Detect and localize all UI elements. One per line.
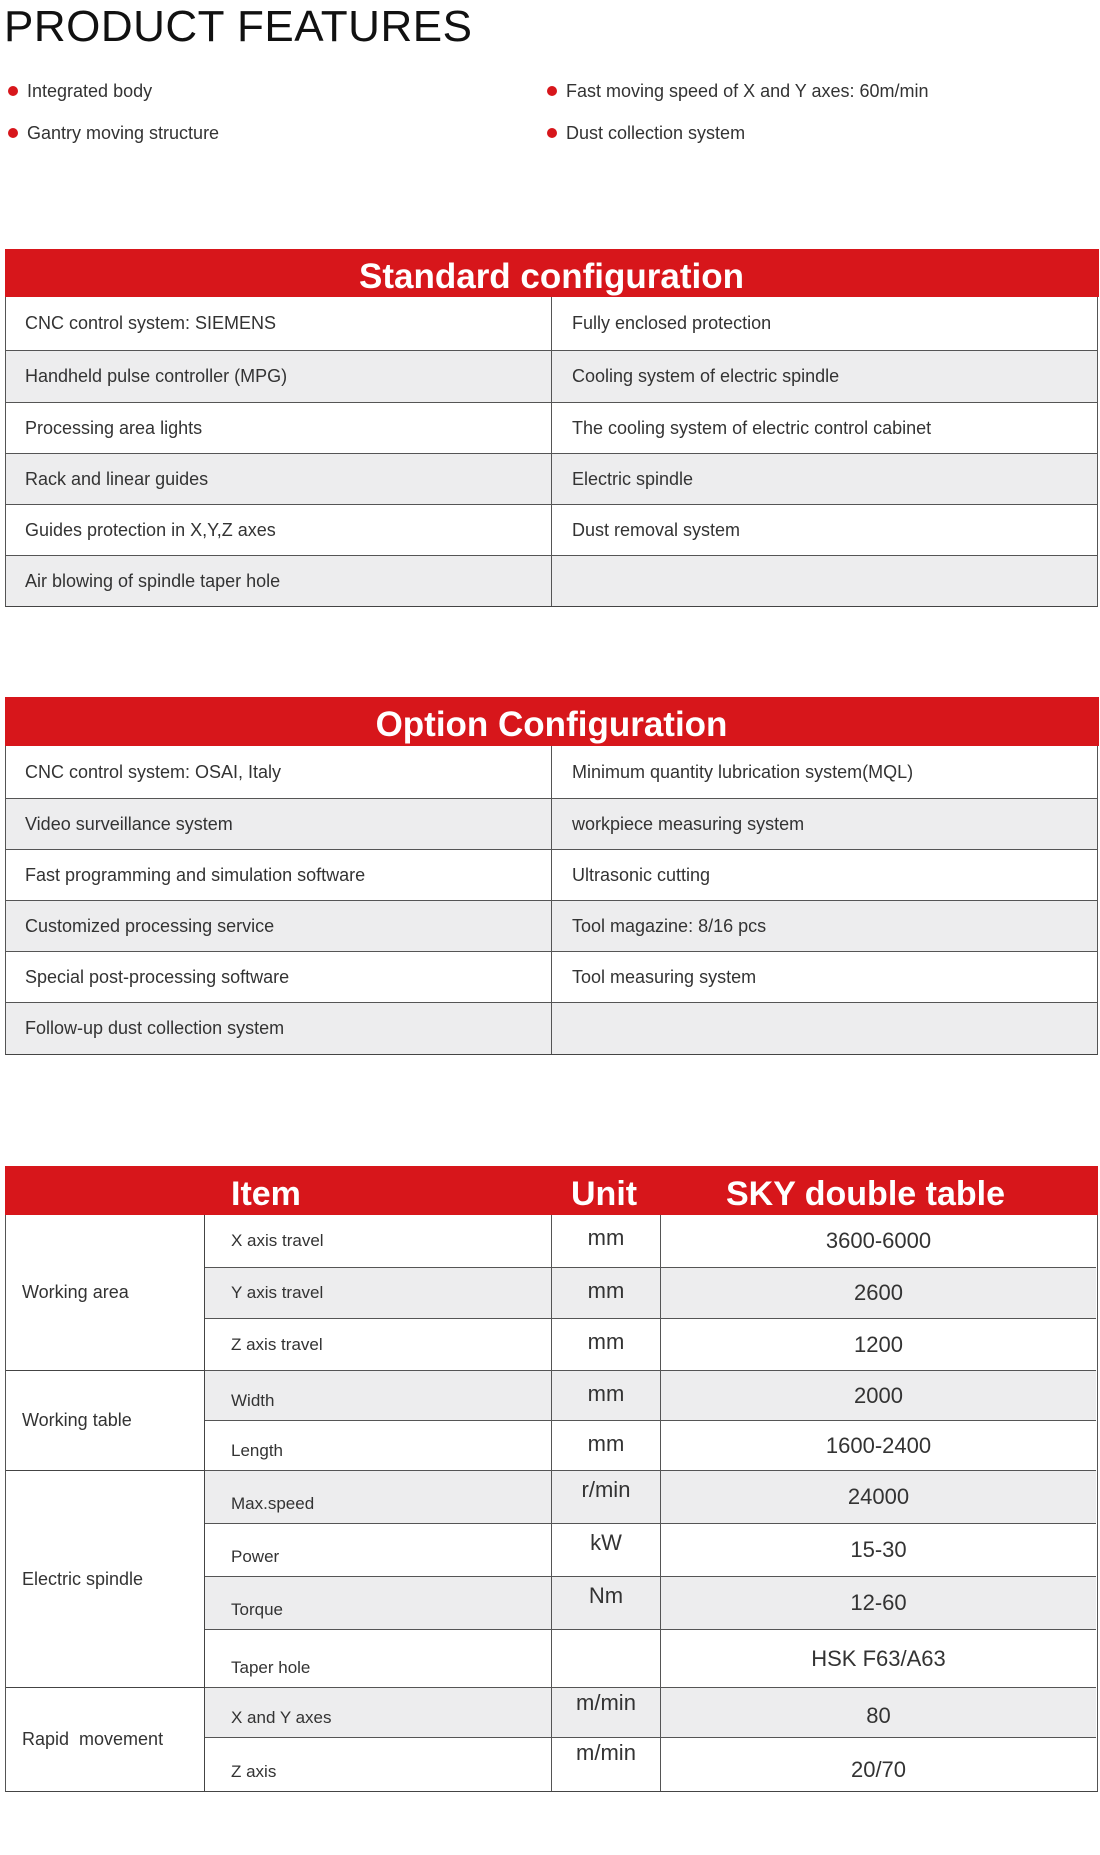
group-electric-spindle: Electric spindle [6, 1470, 205, 1687]
config-cell [552, 556, 1097, 606]
feature-item [566, 80, 929, 102]
group-working-area: Working area [6, 1215, 205, 1370]
page-title: PRODUCT FEATURES [4, 2, 473, 51]
config-cell: Fully enclosed protection [572, 313, 772, 333]
spec-unit [552, 1630, 661, 1687]
spec-value: 2600 [854, 1280, 903, 1305]
header-unit: Unit [571, 1175, 638, 1213]
config-cell: Follow-up dust collection system [6, 1003, 552, 1054]
config-cell: Customized processing service [6, 901, 552, 951]
spec-unit: mm [552, 1371, 661, 1420]
config-cell [552, 1003, 1097, 1054]
config-cell: CNC control system: SIEMENS [6, 297, 552, 350]
table-row [6, 555, 1097, 606]
config-cell: Rack and linear guides [6, 454, 552, 504]
spec-value: 1200 [854, 1331, 903, 1357]
spec-item: X and Y axes [205, 1688, 552, 1737]
config-cell: Dust removal system [572, 519, 741, 540]
spec-value: 2000 [854, 1382, 903, 1408]
table-row [6, 297, 1097, 350]
table-row [6, 849, 1097, 900]
config-cell: Processing area lights [6, 403, 552, 453]
standard-config-table [5, 249, 1098, 607]
feature-item [566, 122, 745, 144]
option-config-title: Option Configuration [5, 697, 1099, 746]
spec-item: Length [205, 1421, 552, 1470]
feature-text: Fast moving speed of X and Y axes: 60m/min [566, 81, 929, 101]
spec-unit: m/min [552, 1688, 661, 1737]
table-row [205, 1470, 1096, 1523]
group-rapid-movement: Rapid movement [6, 1687, 205, 1791]
spec-unit: Nm [552, 1577, 661, 1629]
config-cell: Air blowing of spindle taper hole [6, 556, 552, 606]
spec-item: Taper hole [205, 1630, 552, 1687]
table-row [205, 1737, 1096, 1791]
spec-unit: r/min [552, 1471, 661, 1523]
config-cell: CNC control system: OSAI, Italy [6, 746, 552, 798]
config-cell: Ultrasonic cutting [572, 864, 711, 885]
table-row [205, 1318, 1096, 1370]
table-row [6, 798, 1097, 849]
spec-value: 15-30 [850, 1537, 907, 1562]
feature-text: Gantry moving structure [27, 123, 220, 143]
header-item: Item [231, 1175, 301, 1213]
config-cell: workpiece measuring system [572, 813, 805, 834]
bullet-icon [547, 86, 557, 96]
spec-item: Torque [205, 1577, 552, 1629]
feature-item [27, 122, 219, 144]
table-row [6, 1002, 1097, 1054]
spec-item: Z axis travel [205, 1319, 552, 1370]
table-row [205, 1687, 1096, 1737]
spec-value: 3600-6000 [825, 1228, 932, 1253]
config-cell: Minimum quantity lubrication system(MQL) [572, 761, 914, 782]
spec-unit: mm [552, 1268, 661, 1318]
table-row [6, 900, 1097, 951]
spec-item: Width [205, 1371, 552, 1420]
table-row [6, 453, 1097, 504]
spec-unit: kW [552, 1524, 661, 1576]
table-row [205, 1267, 1096, 1318]
table-row [205, 1576, 1096, 1629]
table-row [205, 1629, 1096, 1687]
table-row [205, 1523, 1096, 1576]
config-cell: The cooling system of electric control cabinet [572, 417, 932, 438]
spec-unit: mm [552, 1215, 661, 1267]
spec-unit: mm [552, 1319, 661, 1370]
table-row [205, 1215, 1096, 1267]
spec-value: HSK F63/A63 [811, 1645, 946, 1671]
table-row [6, 951, 1097, 1002]
config-cell: Tool measuring system [572, 966, 757, 987]
feature-item [27, 80, 152, 102]
spec-value: 24000 [847, 1484, 910, 1509]
config-cell: Guides protection in X,Y,Z axes [6, 505, 552, 555]
config-cell: Video surveillance system [6, 799, 552, 849]
table-row [6, 402, 1097, 453]
spec-item: X axis travel [205, 1215, 552, 1267]
standard-config-title: Standard configuration [5, 249, 1099, 297]
bullet-icon [8, 128, 18, 138]
option-config-table [5, 697, 1098, 1055]
table-row [205, 1420, 1096, 1470]
bullet-icon [8, 86, 18, 96]
config-cell: Cooling system of electric spindle [572, 366, 840, 386]
spec-unit: m/min [552, 1738, 661, 1791]
spec-item: Max.speed [205, 1471, 552, 1523]
spec-value: 20/70 [850, 1757, 907, 1782]
spec-item: Power [205, 1524, 552, 1576]
spec-value: 1600-2400 [825, 1432, 932, 1458]
table-row [205, 1370, 1096, 1420]
spec-unit: mm [552, 1421, 661, 1470]
spec-table-header [5, 1166, 1098, 1215]
spec-value: 12-60 [850, 1590, 907, 1615]
config-cell: Tool magazine: 8/16 pcs [572, 915, 767, 936]
header-model: SKY double table [726, 1175, 1005, 1213]
feature-text: Integrated body [27, 81, 153, 101]
group-working-table: Working table [6, 1370, 205, 1470]
table-row [6, 350, 1097, 402]
bullet-icon [547, 128, 557, 138]
table-row [6, 504, 1097, 555]
spec-item: Y axis travel [205, 1268, 552, 1318]
table-row [6, 746, 1097, 798]
config-cell: Handheld pulse controller (MPG) [6, 351, 552, 402]
spec-item: Z axis [205, 1738, 552, 1791]
feature-text: Dust collection system [566, 123, 746, 143]
config-cell: Fast programming and simulation software [6, 850, 552, 900]
config-cell: Electric spindle [572, 468, 694, 489]
spec-value: 80 [866, 1703, 891, 1728]
config-cell: Special post-processing software [6, 952, 552, 1002]
